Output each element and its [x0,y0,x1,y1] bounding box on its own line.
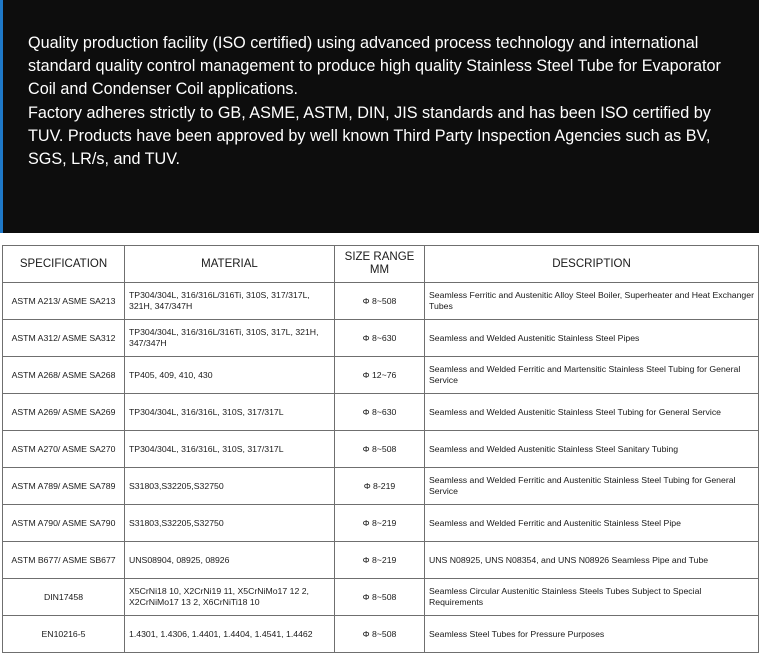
cell-specification: ASTM A312/ ASME SA312 [3,320,125,357]
cell-material: UNS08904, 08925, 08926 [125,542,335,579]
header-description: DESCRIPTION [425,246,759,283]
intro-line: Quality production facility (ISO certified) using advanced process technology and international [28,34,699,52]
cell-size-range: Φ 8~508 [335,283,425,320]
cell-size-range: Φ 12~76 [335,357,425,394]
table-row [3,320,759,357]
cell-specification: ASTM A269/ ASME SA269 [3,394,125,431]
table-row [3,542,759,579]
intro-banner [0,0,759,233]
table-row [3,431,759,468]
cell-description: Seamless and Welded Ferritic and Martensitic Stainless Steel Tubing for General Service [425,357,759,394]
cell-size-range: Φ 8~508 [335,616,425,653]
cell-specification: DIN17458 [3,579,125,616]
cell-description: Seamless and Welded Ferritic and Austenitic Stainless Steel Pipe [425,505,759,542]
header-specification: SPECIFICATION [3,246,125,283]
intro-line: Factory adheres strictly to GB, ASME, ASTM, DIN, JIS standards and has been ISO certified by [28,103,711,122]
cell-description: Seamless Circular Austenitic Stainless Steels Tubes Subject to Special Requirements [425,579,759,616]
intro-line: Coil and Condenser Coil applications. [28,80,298,99]
cell-specification: ASTM A270/ ASME SA270 [3,431,125,468]
cell-size-range: Φ 8~508 [335,431,425,468]
cell-material: 1.4301, 1.4306, 1.4401, 1.4404, 1.4541, 1.4462 [125,616,335,653]
cell-description: UNS N08925, UNS N08354, and UNS N08926 Seamless Pipe and Tube [425,542,759,579]
cell-description: Seamless and Welded Austenitic Stainless Steel Pipes [425,320,759,357]
intro-line: TUV. Products have been approved by well known Third Party Inspection Agencies such as BV, [28,126,711,145]
intro-line: SGS, LR/s, and TUV. [28,150,181,169]
cell-specification: ASTM A268/ ASME SA268 [3,357,125,394]
cell-size-range: Φ 8~219 [335,505,425,542]
cell-material: S31803,S32205,S32750 [125,505,335,542]
cell-specification: ASTM A789/ ASME SA789 [3,468,125,505]
intro-line: standard quality control management to produce high quality Stainless Steel Tube for Evaporator [28,57,721,76]
header-size-range-line1: SIZE RANGE [344,251,415,263]
cell-material: TP304/304L, 316/316L/316Ti, 310S, 317L, 321H, 347/347H [125,320,335,357]
cell-size-range: Φ 8~508 [335,579,425,616]
table-row [3,394,759,431]
table-row [3,505,759,542]
table-row [3,579,759,616]
cell-material: TP304/304L, 316/316L, 310S, 317/317L [125,431,335,468]
header-size-range-line2: MM [369,264,390,276]
cell-size-range: Φ 8~219 [335,542,425,579]
table-row [3,357,759,394]
cell-material: TP304/304L, 316/316L/316Ti, 310S, 317/317L, 321H, 347/347H [125,283,335,320]
table-row [3,283,759,320]
cell-material: TP405, 409, 410, 430 [125,357,335,394]
cell-description: Seamless and Welded Ferritic and Austenitic Stainless Steel Tubing for General Service [425,468,759,505]
table-row [3,468,759,505]
table-header-row [3,246,759,283]
cell-specification: EN10216-5 [3,616,125,653]
cell-size-range: Φ 8~630 [335,394,425,431]
table-row [3,616,759,653]
intro-text [28,32,748,171]
cell-material: S31803,S32205,S32750 [125,468,335,505]
cell-description: Seamless and Welded Austenitic Stainless Steel Sanitary Tubing [425,431,759,468]
cell-size-range: Φ 8-219 [335,468,425,505]
cell-material: TP304/304L, 316/316L, 310S, 317/317L [125,394,335,431]
cell-description: Seamless Steel Tubes for Pressure Purposes [425,616,759,653]
header-material: MATERIAL [125,246,335,283]
cell-specification: ASTM A790/ ASME SA790 [3,505,125,542]
cell-description: Seamless Ferritic and Austenitic Alloy Steel Boiler, Superheater and Heat Exchanger Tubes [425,283,759,320]
specification-table [2,245,759,653]
cell-description: Seamless and Welded Austenitic Stainless Steel Tubing for General Service [425,394,759,431]
header-size-range [335,246,425,283]
cell-material: X5CrNi18 10, X2CrNi19 11, X5CrNiMo17 12 2, X2CrNiMo17 13 2, X6CrNiTi18 10 [125,579,335,616]
cell-specification: ASTM A213/ ASME SA213 [3,283,125,320]
cell-size-range: Φ 8~630 [335,320,425,357]
cell-specification: ASTM B677/ ASME SB677 [3,542,125,579]
